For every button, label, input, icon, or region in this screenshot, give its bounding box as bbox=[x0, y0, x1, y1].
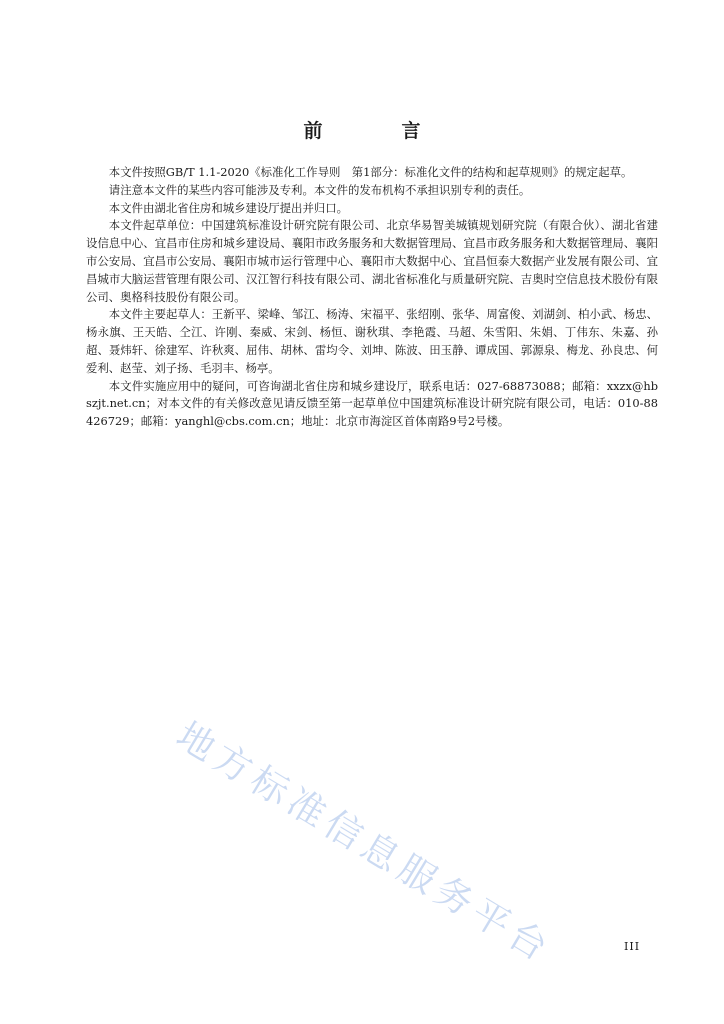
paragraph-contact: 本文件实施应用中的疑问，可咨询湖北省住房和城乡建设厅，联系电话：027-68873088；邮箱：xxzx@hbszjt.net.cn；对本文件的有关修改意见请反馈至第一起草单位中国建筑标准设计研究院有限公司，电话：010-88426729；邮箱：yanghl@cbs.com.cn；地址：北京市海淀区首体南路9号2号楼。 bbox=[86, 378, 658, 429]
watermark-text: 地方标准信息服务平台 bbox=[169, 713, 560, 972]
document-body bbox=[86, 164, 658, 431]
page-title: 前 言 bbox=[303, 120, 451, 142]
paragraph-drafters: 本文件主要起草人：王新平、梁峰、邹江、杨涛、宋福平、张绍刚、张华、周富俊、刘湖剑、柏小武、杨忠、杨永旗、王天皓、仝江、许刚、秦威、宋剑、杨恒、谢秋琪、李艳霞、马超、朱雪阳、朱娟、丁伟东、朱嘉、孙超、聂炜轩、徐建军、许秋爽、屈伟、胡林、雷均令、刘坤、陈波、田玉静、谭成国、郭源泉、梅龙、孙良忠、何爱利、赵莹、刘子扬、毛羽丰、杨亭。 bbox=[86, 307, 658, 375]
page-number: III bbox=[624, 940, 641, 953]
paragraph-patent-notice: 请注意本文件的某些内容可能涉及专利。本文件的发布机构不承担识别专利的责任。 bbox=[108, 182, 531, 197]
paragraph-proposer: 本文件由湖北省住房和城乡建设厅提出并归口。 bbox=[108, 200, 349, 215]
paragraph-drafting-rules: 本文件按照GB/T 1.1-2020《标准化工作导则 第1部分：标准化文件的结构和起草规则》的规定起草。 bbox=[108, 165, 633, 179]
paragraph-drafting-units: 本文件起草单位：中国建筑标准设计研究院有限公司、北京华易智美城镇规划研究院（有限合伙）、湖北省建设信息中心、宜昌市住房和城乡建设局、襄阳市政务服务和大数据管理局、宜昌市政务服务和大数据管理局、襄阳市公安局、宜昌市公安局、襄阳市城市运行管理中心、襄阳市大数据中心、宜昌恒泰大数据产业发展有限公司、宜昌城市大脑运营管理有限公司、汉江智行科技有限公司、湖北省标准化与质量研究院、吉奥时空信息技术股份有限公司、奥格科技股份有限公司。 bbox=[86, 218, 658, 304]
